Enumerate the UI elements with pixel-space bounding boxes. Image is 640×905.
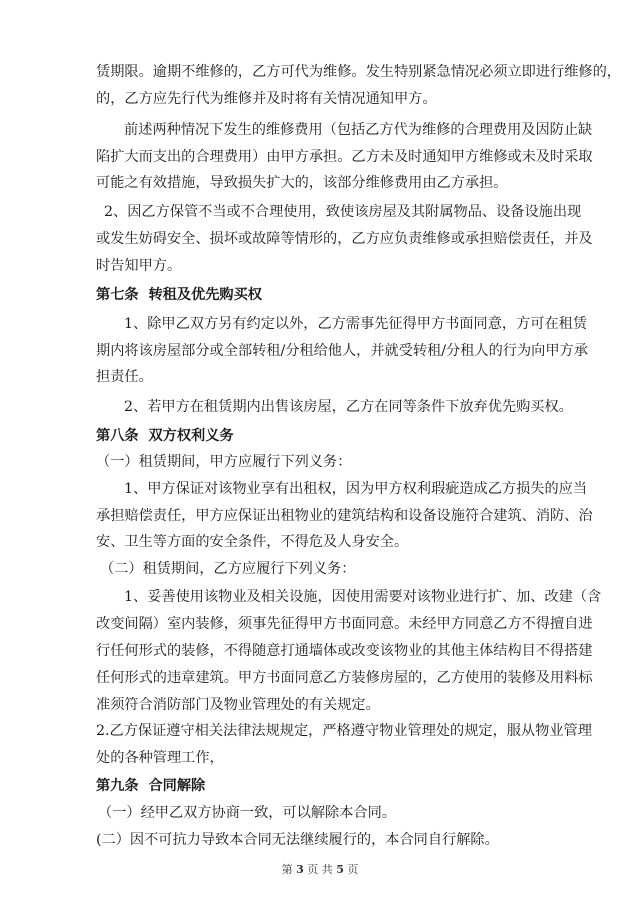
body-line: 的，乙方应先行代为维修并及时将有关情况通知甲方。 xyxy=(96,91,437,107)
body-line: 1、妥善使用该物业及相关设施，因使用需要对该物业进行扩、加、改建（含 xyxy=(124,589,602,605)
body-line: 处的各种管理工作， xyxy=(96,750,224,766)
body-line: 期内将该房屋部分或全部转租/分租给他人，并就受转租/分租人的行为向甲方承 xyxy=(96,343,588,359)
body-line: 1、除甲乙双方另有约定以外，乙方需事先征得甲方书面同意，方可在租赁 xyxy=(124,316,588,332)
section-heading: 第八条 双方权利义务 xyxy=(96,428,234,444)
body-line: 或发生妨碍安全、损坏或故障等情形的，乙方应负责维修或承担赔偿责任，并及 xyxy=(96,231,593,247)
page-footer xyxy=(0,861,640,877)
body-line: 准须符合消防部门及物业管理处的有关规定。 xyxy=(96,697,380,713)
section-heading: 第七条 转租及优先购买权 xyxy=(96,287,262,303)
body-line: 担责任。 xyxy=(96,369,153,385)
body-line: 任何形式的违章建筑。甲方书面同意乙方装修房屋的，乙方使用的装修及用料标 xyxy=(96,670,593,686)
body-line: 2、因乙方保管不当或不合理使用，致使该房屋及其附属物品、设备设施出现 xyxy=(104,204,582,220)
body-line: 行任何形式的装修，不得随意打通墙体或改变该物业的其他主体结构目不得搭建 xyxy=(96,643,593,659)
footer-page-number: 3 xyxy=(296,863,304,876)
footer-total-pages: 5 xyxy=(336,863,344,876)
footer-suffix: 页 xyxy=(347,863,359,876)
body-line: 可能之有效措施，导致损失扩大的，该部分维修费用由乙方承担。 xyxy=(96,175,508,191)
body-line: 陷扩大而支出的合理费用）由甲方承担。乙方未及时通知甲方维修或未及时采取 xyxy=(96,149,593,165)
body-line: 赁期限。逾期不维修的，乙方可代为维修。发生特别紧急情况必须立即进行维修的， xyxy=(96,64,621,80)
body-line: （一）租赁期间，甲方应履行下列义务： xyxy=(96,454,352,470)
body-line: 改变间隔）室内装修，须事先征得甲方书面同意。未经甲方同意乙方不得擅自进 xyxy=(96,616,593,632)
body-line: 2、若甲方在租赁期内出售该房屋，乙方在同等条件下放弃优先购买权。 xyxy=(124,399,573,415)
body-line: （一）经甲乙双方协商一致，可以解除本合同。 xyxy=(98,805,396,821)
body-line: 时告知甲方。 xyxy=(96,258,182,274)
body-line: 安、卫生等方面的安全条件，不得危及人身安全。 xyxy=(96,534,409,550)
footer-prefix: 第 xyxy=(281,863,293,876)
body-line: 承担赔偿责任，甲方应保证出租物业的建筑结构和设备设施符合建筑、消防、治 xyxy=(96,508,593,524)
section-heading: 第九条 合同解除 xyxy=(96,778,206,794)
body-line: 2.乙方保证遵守相关法律法规规定，严格遵守物业管理处的规定，服从物业管理 xyxy=(96,723,592,739)
body-line: 前述两种情况下发生的维修费用（包括乙方代为维修的合理费用及因防止缺 xyxy=(124,122,593,138)
footer-middle: 页 共 xyxy=(307,863,333,876)
body-line: (二）因不可抗力导致本合同无法继续履行的，本合同自行解除。 xyxy=(96,832,499,848)
body-line: 1、甲方保证对该物业享有出租权，因为甲方权利瑕疵造成乙方损失的应当 xyxy=(124,481,588,497)
body-line: （二）租赁期间，乙方应履行下列义务： xyxy=(100,561,356,577)
